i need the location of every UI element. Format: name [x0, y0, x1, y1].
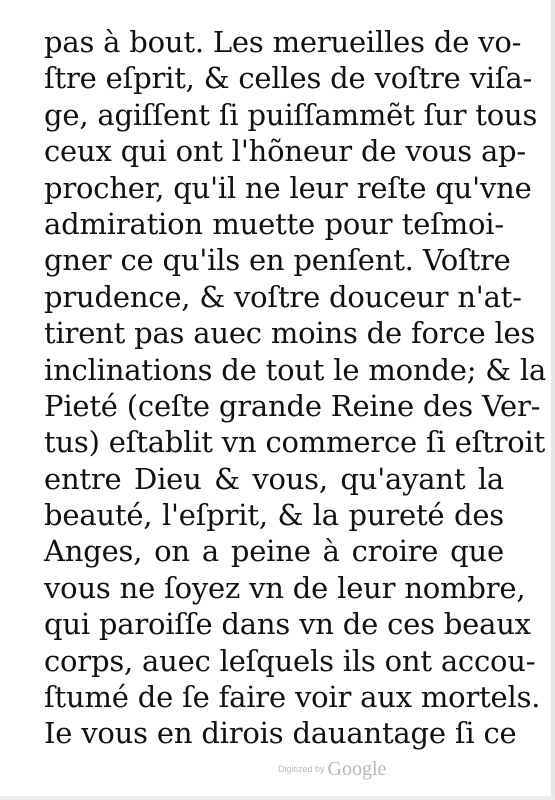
page-edge-bottom — [0, 796, 555, 800]
text-line: tirent pas auec moins de force les — [44, 316, 536, 351]
watermark-prefix: Digitized by — [278, 764, 325, 774]
text-line: corps, auec leſquels ils ont accou- — [44, 643, 536, 678]
text-line: beauté, l'eſprit, & la pureté des — [44, 498, 504, 533]
text-line: vous ne ſoyez vn de leur nombre, — [44, 570, 526, 605]
text-line: ſtre eſprit, & celles de voſtre viſa- — [44, 61, 533, 96]
text-line: ſtumé de ſe faire voir aux mortels. — [44, 680, 541, 715]
text-line: tus) eſtablit vn commerce ſi eſtroit — [44, 425, 546, 460]
text-line: pas à bout. Les merueilles de vo- — [44, 25, 522, 59]
text-line: prudence, & voſtre douceur n'at- — [44, 279, 522, 314]
text-line: admiration muette pour teſmoi- — [44, 206, 504, 241]
text-line: qui paroiſſe dans vn de ces beaux — [44, 607, 531, 642]
page-text — [44, 24, 547, 752]
page-edge-right — [551, 0, 555, 800]
text-line: ceux qui ont l'hõneur de vous ap- — [44, 134, 526, 169]
watermark-brand: Google — [327, 758, 387, 780]
text-line: gner ce qu'ils en penſent. Voſtre — [44, 243, 511, 278]
text-line: procher, qu'il ne leur reſte qu'vne — [44, 170, 532, 205]
text-line: Pieté (ceſte grande Reine des Ver- — [44, 388, 541, 423]
text-line: ge, agiſſent ſi puiſſammẽt ſur tous — [44, 97, 538, 132]
text-line: inclinations de tout le monde; & la — [44, 352, 547, 387]
text-line: entre Dieu & vous, qu'ayant la — [44, 461, 504, 496]
text-line: Anges, on a peine à croire que — [44, 534, 504, 569]
text-line: Ie vous en dirois dauantage ſi ce — [44, 716, 517, 751]
digitized-watermark — [278, 758, 386, 781]
